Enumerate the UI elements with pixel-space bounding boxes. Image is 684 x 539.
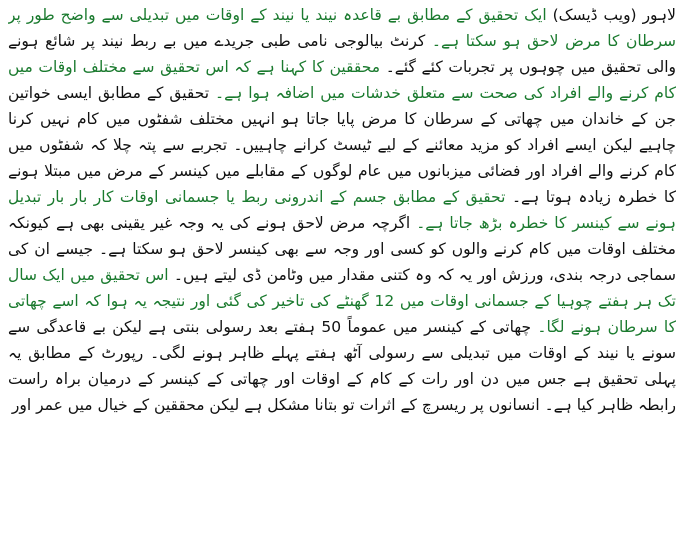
article-body xyxy=(8,2,676,539)
article-segment: تجربے سے پتہ چلا کہ شفٹوں میں کام کرنے والے افراد اور فضائی میزبانوں میں عام لوگوں کے مقابلے میں کینسر کے مرض میں مبتلا ہونے کا خطرہ زیادہ ہوتا ہے۔ xyxy=(8,136,676,206)
article-segment: انسانوں پر ریسرچ کے اثرات تو بتانا مشکل ہے لیکن محققین کے خیال میں عمر اور xyxy=(11,396,540,414)
article-paragraph xyxy=(8,2,676,418)
article-segment: اگرچہ مرض لاحق ہونے کی یہ وجہ غیر یقینی بھی ہے کیونکہ مختلف اوقات میں کام کرنے والوں کو کسی اور وجہ سے بھی کینسر لاحق ہو سکتا ہے۔ جیسے ان کی سماجی درجہ بندی، ورزش اور یہ کہ وہ کتنی مقدار میں وٹامن ڈی لیتے ہیں۔ xyxy=(8,214,676,284)
article-segment-highlight: اس تحقیق میں ایک سال تک ہر ہفتے چوہیا کے جسمانی اوقات میں 12 گھنٹے کی تاخیر کی گئی اور نتیجہ یہ ہوا کہ اسے چھاتی کا سرطان ہونے لگا۔ xyxy=(8,266,676,336)
article-segment-highlight: ایک تحقیق کے مطابق بے قاعدہ نیند یا نیند کے اوقات میں تبدیلی سے واضح طور پر سرطان کا مرض لاحق ہو سکتا ہے۔ xyxy=(8,6,676,50)
article-segment-highlight: محققین کا کہنا ہے کہ اس تحقیق سے مختلف اوقات میں کام کرنے والے افراد کی صحت سے متعلق خدشات میں اضافہ ہوا ہے۔ xyxy=(8,58,676,102)
article-segment: چھاتی کے کینسر میں عموماً 50 ہفتے بعد رسولی بنتی ہے لیکن بے قاعدگی سے سونے یا نیند کے اوقات میں تبدیلی سے رسولی آٹھ ہفتے پہلے ظاہر ہونے لگی۔ xyxy=(8,318,676,362)
article-segment: لاہور (ویب ڈیسک) xyxy=(546,6,676,24)
article-segment-highlight: تحقیق کے مطابق جسم کے اندرونی ربط یا جسمانی اوقات کار بار بار تبدیل ہونے سے کینسر کا خطرہ بڑھ جاتا ہے۔ xyxy=(8,188,676,232)
article-segment: رپورٹ کے مطابق یہ پہلی تحقیق ہے جس میں دن اور رات کے کام کے اوقات اور چھاتی کے کینسر کے درمیان براہ راست رابطہ ظاہر کیا ہے۔ xyxy=(8,344,676,414)
article-segment: کرنٹ بیالوجی نامی طبی جریدے میں بے ربط نیند پر شائع ہونے والی تحقیق میں چوہوں پر تجربات کئے گئے۔ xyxy=(8,32,676,76)
article-segment: تحقیق کے مطابق ایسی خواتین جن کے خاندان میں چھاتی کے سرطان کا مرض پایا جاتا ہو انہیں مختلف شفٹوں میں کام نہیں کرنا چاہیے لیکن ایسے افراد کو مزید معائنے کے لیے ٹیسٹ کرانے چاہییں۔ xyxy=(8,84,676,154)
